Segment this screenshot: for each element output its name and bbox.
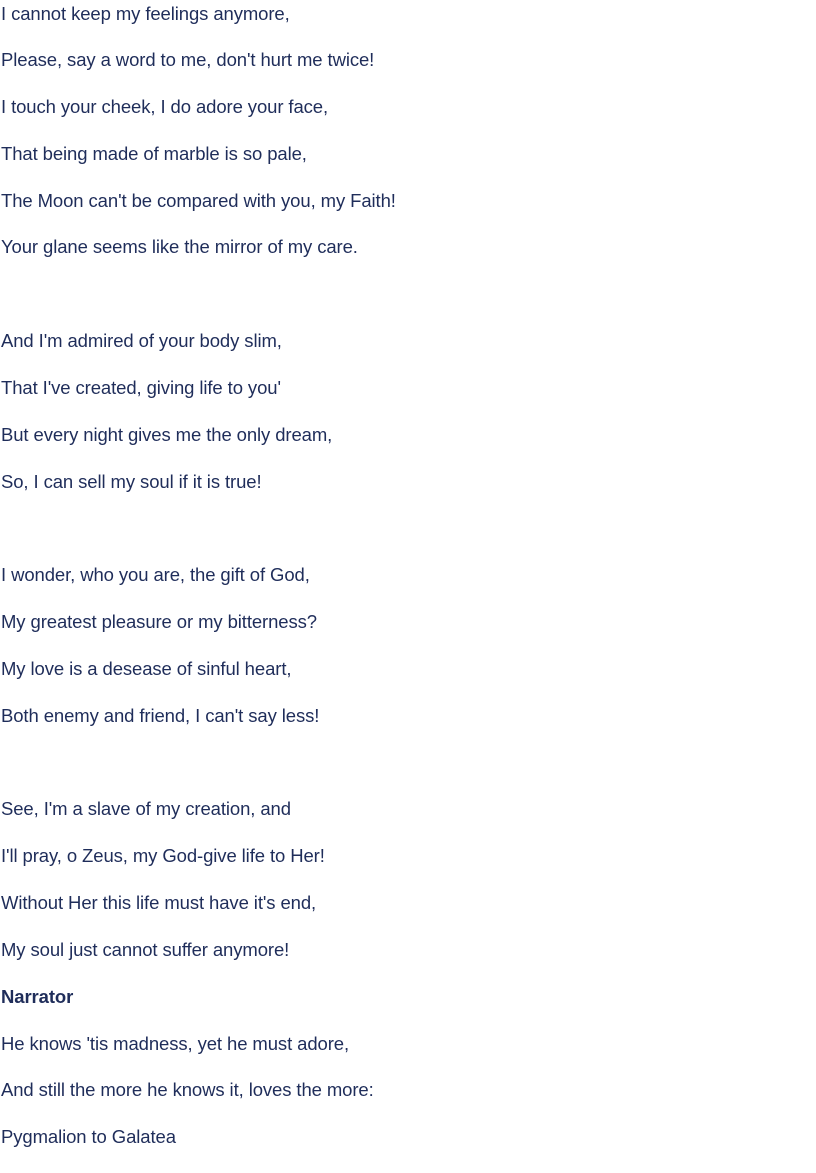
- speaker-heading: Narrator: [1, 986, 74, 1007]
- poem-line: My soul just cannot suffer anymore!: [1, 939, 290, 960]
- poem-line: That I've created, giving life to you': [1, 377, 281, 398]
- poem-line: I'll pray, o Zeus, my God-give life to Her!: [1, 845, 325, 866]
- poem-line: I touch your cheek, I do adore your face,: [1, 96, 329, 117]
- poem-line: But every night gives me the only dream,: [1, 424, 333, 445]
- poem-line: Please, say a word to me, don't hurt me twice!: [1, 49, 375, 70]
- poem-line: My love is a desease of sinful heart,: [1, 658, 292, 679]
- poem-line: My greatest pleasure or my bitterness?: [1, 611, 317, 632]
- poem-line: See, I'm a slave of my creation, and: [1, 798, 291, 819]
- poem-line: And I'm admired of your body slim,: [1, 330, 282, 351]
- poem-line: Both enemy and friend, I can't say less!: [1, 705, 320, 726]
- poem-title-line: Pygmalion to Galatea: [1, 1126, 176, 1147]
- poem-line: The Moon can't be compared with you, my Faith!: [1, 190, 396, 211]
- poem-line: Your glane seems like the mirror of my care.: [1, 236, 358, 257]
- poem-line: And still the more he knows it, loves the more:: [1, 1079, 374, 1100]
- poem-line: I cannot keep my feelings anymore,: [1, 3, 290, 24]
- poem-line: Without Her this life must have it's end,: [1, 892, 317, 913]
- poem-line: So, I can sell my soul if it is true!: [1, 471, 262, 492]
- poem-line: That being made of marble is so pale,: [1, 143, 307, 164]
- poem-line: I wonder, who you are, the gift of God,: [1, 564, 310, 585]
- poem-line: He knows 'tis madness, yet he must adore,: [1, 1033, 350, 1054]
